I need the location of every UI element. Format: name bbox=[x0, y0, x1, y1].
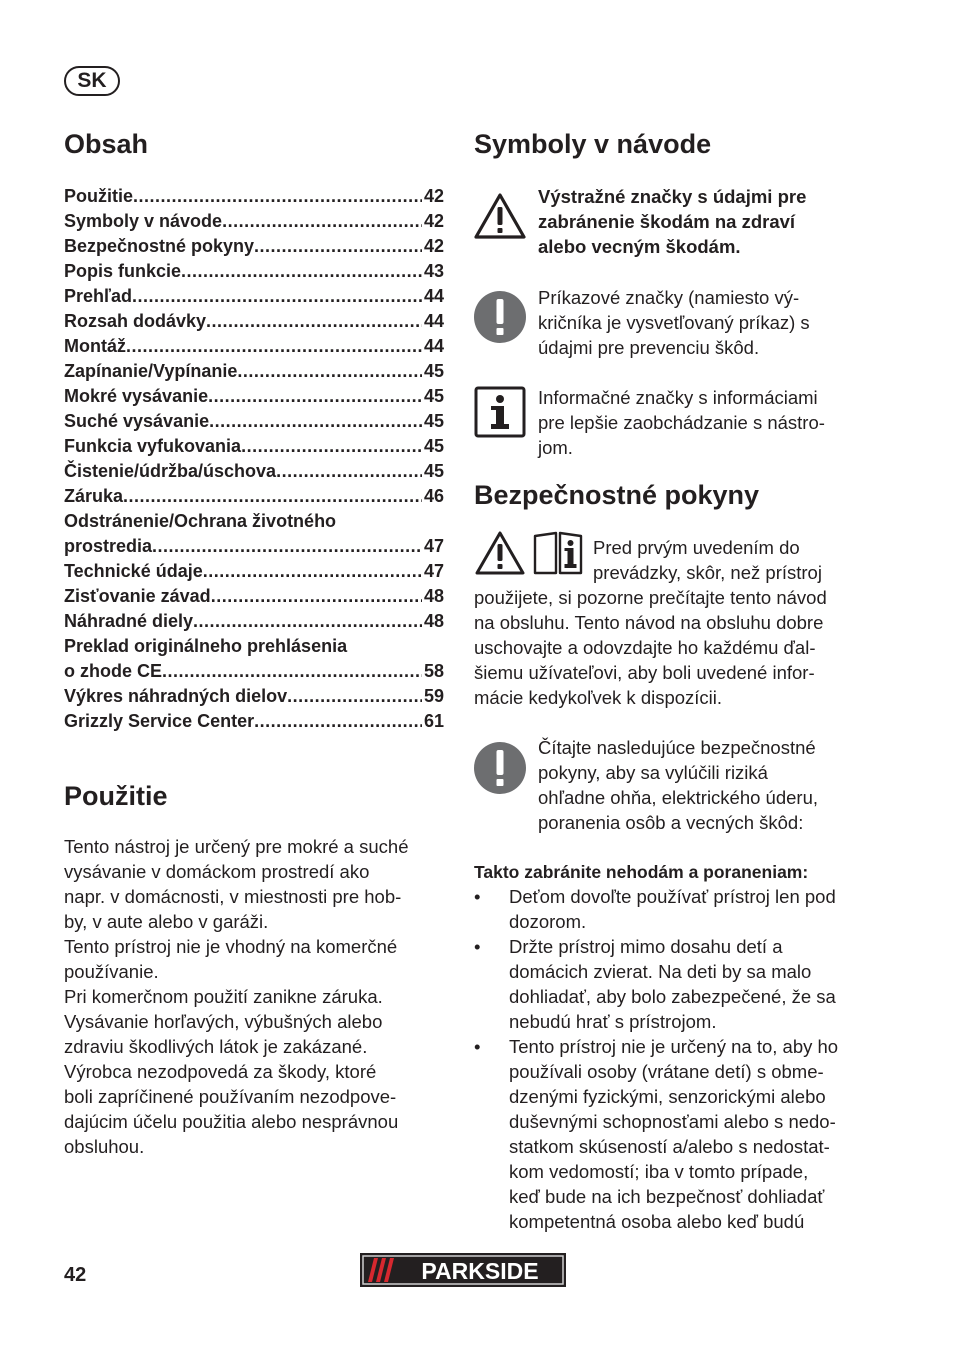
toc-leader-dots bbox=[132, 284, 422, 309]
safety-bullet-list bbox=[474, 884, 874, 1234]
bullet-mark: • bbox=[474, 1036, 481, 1057]
toc-leader-dots bbox=[203, 559, 422, 584]
toc-item-title: Prehľad bbox=[64, 286, 132, 306]
toc-leader-dots bbox=[287, 684, 422, 709]
bullet-text-line: keď bude na ich bezpečnosť dohliadať bbox=[509, 1186, 825, 1207]
page-number: 42 bbox=[64, 1264, 87, 1286]
list-item bbox=[474, 1034, 874, 1234]
toc-item-page: 59 bbox=[423, 686, 444, 706]
bullet-text-line: používali osoby (vrátane detí) s obme- bbox=[509, 1061, 824, 1082]
toc-leader-dots bbox=[237, 359, 422, 384]
bullet-text-line: kompetentná osoba alebo keď budú bbox=[509, 1211, 805, 1232]
toc-item-title: Rozsah dodávky bbox=[64, 311, 207, 331]
toc-item-page: 47 bbox=[423, 561, 444, 581]
toc-leader-dots bbox=[222, 209, 422, 234]
read-instructions-line: poranenia osôb a vecných škôd: bbox=[538, 812, 804, 833]
toc-item-title: Záruka bbox=[64, 486, 124, 506]
toc-item[interactable] bbox=[64, 209, 444, 234]
toc-item-page: 44 bbox=[423, 336, 444, 356]
exclamation-circle-icon bbox=[473, 741, 527, 795]
read-instructions-line: ohľadne ohňa, elektrického úderu, bbox=[538, 787, 819, 808]
toc-leader-dots bbox=[276, 459, 422, 484]
language-badge: SK bbox=[64, 66, 120, 96]
toc-leader-dots bbox=[162, 659, 422, 684]
toc-heading: Obsah bbox=[64, 129, 149, 159]
toc-leader-dots bbox=[123, 484, 422, 509]
safety-intro-line: mácie kedykoľvek k dispozícii. bbox=[474, 687, 723, 708]
toc-leader-dots bbox=[211, 584, 422, 609]
toc-leader-dots bbox=[209, 409, 422, 434]
safety-intro-line: uschovajte a odovzdajte ho každému ďal- bbox=[474, 637, 816, 658]
safety-intro-continued bbox=[474, 585, 874, 710]
safety-intro-line: šiemu užívateľovi, aby boli uvedené infor- bbox=[474, 662, 815, 683]
usage-text-line: dajúcim účelu použitia alebo nesprávnou bbox=[64, 1111, 399, 1132]
toc-item-page: 42 bbox=[423, 211, 444, 231]
usage-text-line: boli zapríčinené používaním nezodpove- bbox=[64, 1086, 397, 1107]
usage-heading: Použitie bbox=[64, 781, 168, 811]
bullet-text-line: dohliadať, aby bolo zabezpečené, že sa bbox=[509, 986, 836, 1007]
bullet-text-line: dzenými fyzickými, senzorickými alebo bbox=[509, 1086, 826, 1107]
toc-item-title: Zapínanie/Vypínanie bbox=[64, 361, 238, 381]
warning-text-line: alebo vecným škodám. bbox=[538, 236, 741, 257]
toc-item-title: Výkres náhradných dielov bbox=[64, 686, 288, 706]
list-item bbox=[474, 884, 874, 934]
toc-item[interactable] bbox=[64, 284, 444, 309]
bullet-mark: • bbox=[474, 936, 481, 957]
toc-item-title: Zisťovanie závad bbox=[64, 586, 211, 606]
toc-item[interactable] bbox=[64, 584, 444, 609]
safety-intro-line: Pred prvým uvedením do bbox=[593, 537, 800, 558]
toc-item-title: Mokré vysávanie bbox=[64, 386, 209, 406]
list-item bbox=[474, 934, 874, 1034]
usage-paragraph bbox=[64, 834, 448, 1159]
toc-item-page: 46 bbox=[423, 486, 444, 506]
toc-item-page: 48 bbox=[423, 586, 444, 606]
toc-item-page: 48 bbox=[423, 611, 444, 631]
warning-triangle-icon bbox=[474, 530, 526, 576]
table-of-contents bbox=[64, 184, 444, 734]
mandatory-text-line: kričníka je vysvetľovaný príkaz) s bbox=[538, 312, 810, 333]
toc-item[interactable] bbox=[64, 509, 444, 534]
usage-text-line: napr. v domácnosti, v miestnosti pre hob- bbox=[64, 886, 402, 907]
toc-leader-dots bbox=[152, 534, 422, 559]
read-instructions-line: Čítajte nasledujúce bezpečnostné bbox=[538, 737, 816, 758]
toc-item[interactable] bbox=[64, 534, 444, 559]
exclamation-circle-icon bbox=[473, 290, 527, 344]
toc-item[interactable] bbox=[64, 559, 444, 584]
toc-item-title: Preklad originálneho prehlásenia bbox=[64, 636, 348, 656]
toc-item-title: Technické údaje bbox=[64, 561, 203, 581]
toc-item[interactable] bbox=[64, 409, 444, 434]
toc-item-page: 47 bbox=[423, 536, 444, 556]
info-text-line: Informačné značky s informáciami bbox=[538, 387, 818, 408]
bullet-text-line: statkom skúseností a/alebo s nedostat- bbox=[509, 1136, 830, 1157]
toc-item-page: 45 bbox=[423, 361, 444, 381]
toc-item[interactable] bbox=[64, 459, 444, 484]
info-text-line: jom. bbox=[538, 437, 573, 458]
warning-symbol-description bbox=[538, 184, 868, 259]
bullet-text-line: Deťom dovoľte používať prístroj len pod bbox=[509, 886, 836, 907]
usage-text-line: vysávanie v domáckom prostredí ako bbox=[64, 861, 370, 882]
usage-text-line: Tento prístroj nie je vhodný na komerčné bbox=[64, 936, 398, 957]
toc-item[interactable] bbox=[64, 684, 444, 709]
bullet-text-line: kom vedomostí; iba v tomto prípade, bbox=[509, 1161, 809, 1182]
toc-item[interactable] bbox=[64, 334, 444, 359]
toc-item-title: Bezpečnostné pokyny bbox=[64, 236, 255, 256]
toc-item-page: 45 bbox=[423, 436, 444, 456]
toc-item-page: 45 bbox=[423, 386, 444, 406]
toc-leader-dots bbox=[254, 709, 422, 734]
accident-prevention-subheading: Takto zabránite nehodám a poraneniam: bbox=[474, 862, 809, 882]
mandatory-text-line: Príkazové značky (namiesto vý- bbox=[538, 287, 800, 308]
usage-text-line: Pri komerčnom použití zanikne záruka. bbox=[64, 986, 383, 1007]
toc-item-title: prostredia bbox=[64, 536, 153, 556]
toc-item-title: Odstránenie/Ochrana životného bbox=[64, 511, 337, 531]
toc-item-page: 42 bbox=[423, 236, 444, 256]
toc-item[interactable] bbox=[64, 434, 444, 459]
parkside-logo bbox=[360, 1253, 566, 1287]
usage-text-line: používanie. bbox=[64, 961, 159, 982]
toc-item-title: Čistenie/údržba/úschova bbox=[64, 461, 277, 481]
usage-text-line: Vysávanie horľavých, výbušných alebo bbox=[64, 1011, 383, 1032]
toc-item[interactable] bbox=[64, 709, 444, 734]
bullet-text-line: nebudú hrať s prístrojom. bbox=[509, 1011, 717, 1032]
toc-leader-dots bbox=[181, 259, 422, 284]
toc-leader-dots bbox=[126, 334, 422, 359]
toc-item[interactable] bbox=[64, 384, 444, 409]
usage-text-line: Tento nástroj je určený pre mokré a suché bbox=[64, 836, 409, 857]
toc-item-title: Náhradné diely bbox=[64, 611, 194, 631]
info-icon bbox=[474, 386, 526, 438]
toc-item[interactable] bbox=[64, 659, 444, 684]
warning-text-line: Výstražné značky s údajmi pre bbox=[538, 186, 807, 207]
toc-item-title: Suché vysávanie bbox=[64, 411, 210, 431]
toc-leader-dots bbox=[254, 234, 422, 259]
toc-item[interactable] bbox=[64, 259, 444, 284]
mandatory-symbol-description bbox=[538, 285, 868, 360]
safety-intro-line: použijete, si pozorne prečítajte tento návod bbox=[474, 587, 827, 608]
read-instructions-text bbox=[538, 735, 868, 835]
warning-triangle-icon bbox=[473, 192, 527, 240]
svg-text:PARKSIDE: PARKSIDE bbox=[421, 1258, 539, 1284]
toc-item-page: 44 bbox=[423, 311, 444, 331]
toc-item[interactable] bbox=[64, 634, 444, 659]
read-instructions-line: pokyny, aby sa vylúčili riziká bbox=[538, 762, 768, 783]
toc-item-title: Symboly v návode bbox=[64, 211, 223, 231]
usage-text-line: Výrobca nezodpovedá za škody, ktoré bbox=[64, 1061, 377, 1082]
safety-heading: Bezpečnostné pokyny bbox=[474, 480, 760, 510]
usage-text-line: by, v aute alebo v garáži. bbox=[64, 911, 269, 932]
toc-item-title: o zhode CE bbox=[64, 661, 162, 681]
safety-intro-line: prevádzky, skôr, než prístroj bbox=[593, 562, 822, 583]
bullet-text-line: domácich zvierat. Na deti by sa malo bbox=[509, 961, 812, 982]
toc-item-title: Funkcia vyfukovania bbox=[64, 436, 242, 456]
bullet-text-line: Tento prístroj nie je určený na to, aby ho bbox=[509, 1036, 839, 1057]
mandatory-text-line: údajmi pre prevenciu škôd. bbox=[538, 337, 760, 358]
toc-leader-dots bbox=[208, 384, 422, 409]
toc-item-page: 45 bbox=[423, 461, 444, 481]
toc-item-title: Montáž bbox=[64, 336, 126, 356]
warning-text-line: zabránenie škodám na zdraví bbox=[538, 211, 796, 232]
toc-leader-dots bbox=[206, 309, 422, 334]
toc-item-page: 58 bbox=[423, 661, 444, 681]
bullet-text-line: Držte prístroj mimo dosahu detí a bbox=[509, 936, 783, 957]
bullet-text-line: duševnými schopnosťami alebo s nedo- bbox=[509, 1111, 836, 1132]
toc-item[interactable] bbox=[64, 309, 444, 334]
toc-item-page: 42 bbox=[423, 186, 444, 206]
toc-item[interactable] bbox=[64, 359, 444, 384]
usage-text-line: obsluhou. bbox=[64, 1136, 145, 1157]
manual-info-icon bbox=[532, 530, 584, 576]
bullet-mark: • bbox=[474, 886, 481, 907]
bullet-text-line: dozorom. bbox=[509, 911, 587, 932]
toc-item[interactable] bbox=[64, 609, 444, 634]
usage-text-line: zdraviu škodlivých látok je zakázané. bbox=[64, 1036, 368, 1057]
toc-item-title: Použitie bbox=[64, 186, 134, 206]
toc-item-page: 43 bbox=[423, 261, 444, 281]
toc-leader-dots bbox=[133, 184, 422, 209]
toc-leader-dots bbox=[193, 609, 422, 634]
safety-intro-text bbox=[593, 535, 863, 585]
symbols-heading: Symboly v návode bbox=[474, 129, 712, 159]
toc-item-page: 45 bbox=[423, 411, 444, 431]
toc-leader-dots bbox=[241, 434, 422, 459]
toc-item-page: 61 bbox=[423, 711, 444, 731]
info-text-line: pre lepšie zaobchádzanie s nástro- bbox=[538, 412, 825, 433]
info-symbol-description bbox=[538, 385, 868, 460]
toc-item[interactable] bbox=[64, 484, 444, 509]
toc-item[interactable] bbox=[64, 184, 444, 209]
toc-item-page: 44 bbox=[423, 286, 444, 306]
toc-item-title: Popis funkcie bbox=[64, 261, 182, 281]
toc-item[interactable] bbox=[64, 234, 444, 259]
toc-item-title: Grizzly Service Center bbox=[64, 711, 255, 731]
safety-intro-line: na obsluhu. Tento návod na obsluhu dobre bbox=[474, 612, 824, 633]
